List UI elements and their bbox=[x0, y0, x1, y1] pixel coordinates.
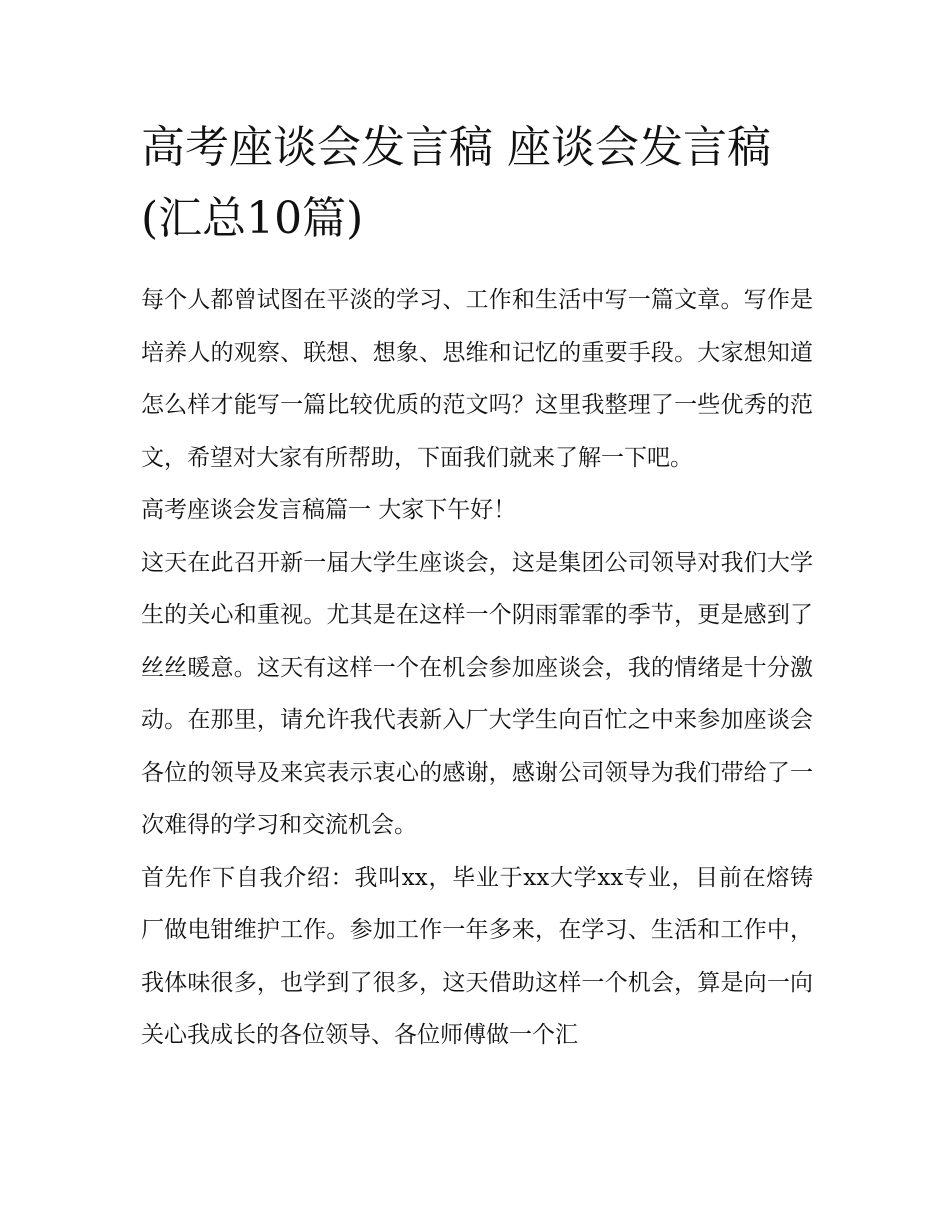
body-paragraph: 首先作下自我介绍：我叫xx，毕业于xx大学xx专业，目前在熔铸厂做电钳维护工作。参加工作一年多来，在学习、生活和工作中，我体味很多，也学到了很多，这天借助这样一个机会，算是向一向关心我成长的各位领导、各位师傅做一个汇 bbox=[141, 864, 813, 1048]
document-title: 高考座谈会发言稿 座谈会发言稿(汇总10篇) bbox=[141, 122, 771, 244]
document-body bbox=[141, 112, 813, 1062]
section-heading-paragraph: 高考座谈会发言稿篇一 大家下午好！ bbox=[141, 497, 517, 523]
intro-paragraph: 每个人都曾试图在平淡的学习、工作和生活中写一篇文章。写作是培养人的观察、联想、想象、思维和记忆的重要手段。大家想知道怎么样才能写一篇比较优质的范文吗？这里我整理了一些优秀的范文，希望对大家有所帮助，下面我们就来了解一下吧。 bbox=[141, 287, 813, 471]
body-paragraph: 这天在此召开新一届大学生座谈会，这是集团公司领导对我们大学生的关心和重视。尤其是在这样一个阴雨霏霏的季节，更是感到了丝丝暖意。这天有这样一个在机会参加座谈会，我的情绪是十分激动。在那里，请允许我代表新入厂大学生向百忙之中来参加座谈会各位的领导及来宾表示衷心的感谢，感谢公司领导为我们带给了一次难得的学习和交流机会。 bbox=[141, 549, 813, 838]
